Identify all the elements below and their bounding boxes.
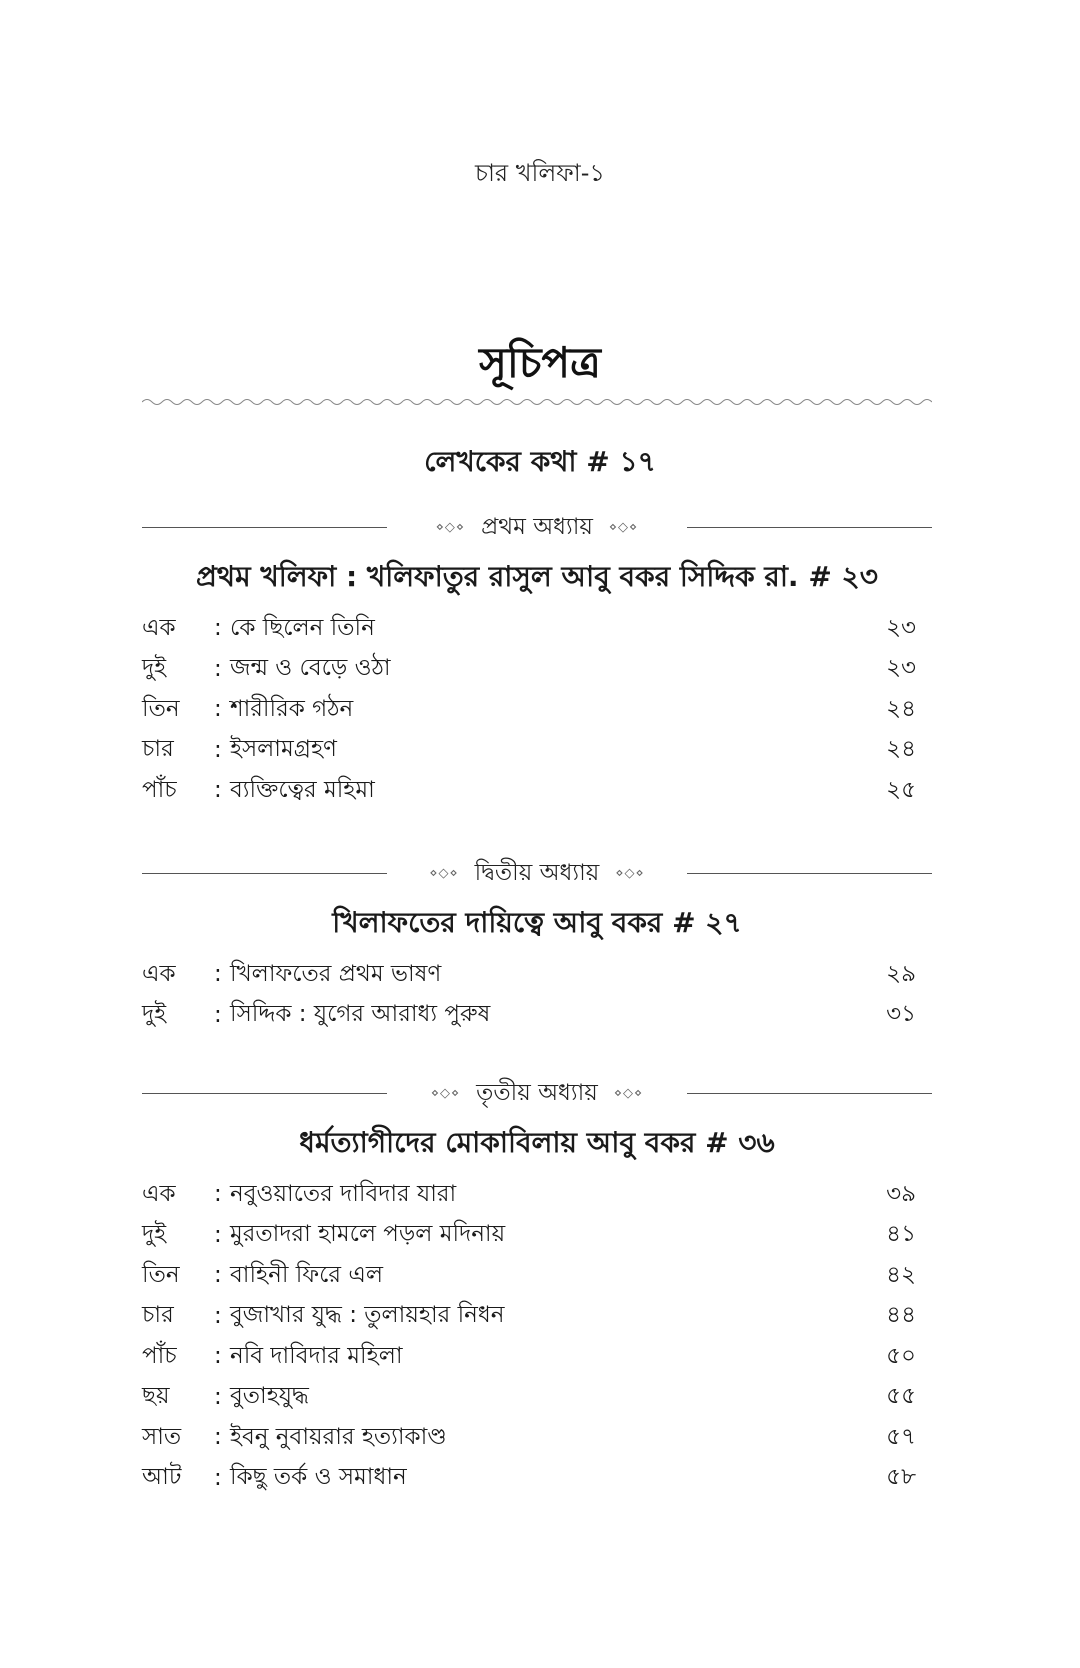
entry-separator: :	[214, 1001, 222, 1028]
entry-number: চার	[142, 1302, 174, 1329]
divider-line	[687, 1093, 932, 1094]
entry-separator: :	[214, 615, 222, 642]
chapter-label: প্রথম অধ্যায়	[481, 513, 593, 540]
entry-number: চার	[142, 736, 174, 763]
toc-entry[interactable]	[142, 1174, 932, 1215]
entry-title: শারীরিক গঠন	[230, 695, 354, 722]
toc-entry[interactable]	[142, 1215, 932, 1256]
entry-separator: :	[214, 961, 222, 988]
entry-number: তিন	[142, 695, 180, 722]
entry-number: পাঁচ	[142, 1342, 177, 1369]
entry-number: ছয়	[142, 1383, 170, 1410]
toc-entry[interactable]	[142, 770, 932, 811]
toc-entry[interactable]	[142, 608, 932, 649]
entry-separator: :	[214, 696, 222, 723]
entry-number: এক	[142, 614, 176, 641]
chapter-heading[interactable]: ধর্মত্যাগীদের মোকাবিলায় আবু বকর # ৩৬	[299, 1126, 775, 1159]
entry-separator: :	[214, 655, 222, 682]
entry-number: পাঁচ	[142, 776, 177, 803]
entry-separator: :	[214, 1262, 222, 1289]
author-note-entry[interactable]: লেখকের কথা # ১৭	[424, 445, 656, 478]
entry-separator: :	[214, 1221, 222, 1248]
entry-page: ৪৪	[886, 1302, 916, 1329]
divider-line	[142, 527, 387, 528]
toc-entry[interactable]	[142, 1377, 932, 1418]
diamond-ornament-icon: ⋄◇⋄	[613, 1085, 644, 1101]
entry-title: মুরতাদরা হামলে পড়ল মদিনায়	[230, 1221, 506, 1248]
diamond-ornament-icon: ⋄◇⋄	[435, 519, 466, 535]
chapter-label: দ্বিতীয় অধ্যায়	[474, 859, 600, 886]
diamond-ornament-icon: ⋄◇⋄	[429, 865, 459, 881]
entry-page: ২৫	[886, 776, 916, 803]
entry-separator: :	[214, 1343, 222, 1370]
toc-entry[interactable]	[142, 1458, 932, 1499]
toc-entry[interactable]	[142, 649, 932, 690]
entry-page: ২৯	[886, 960, 916, 987]
entry-page: ৫৮	[886, 1464, 916, 1491]
entry-title: জন্ম ও বেড়ে ওঠা	[230, 655, 391, 682]
entry-title: কিছু তর্ক ও সমাধান	[230, 1464, 407, 1491]
diamond-ornament-icon: ⋄◇⋄	[608, 519, 639, 535]
entry-page: ২৩	[886, 614, 916, 641]
divider-line	[142, 873, 387, 874]
entry-number: দুই	[142, 1221, 167, 1248]
chapter-heading[interactable]: প্রথম খলিফা : খলিফাতুর রাসুল আবু বকর সিদ্দিক রা. # ২৩	[196, 560, 878, 593]
entry-separator: :	[214, 736, 222, 763]
entry-number: দুই	[142, 655, 167, 682]
entry-separator: :	[214, 1464, 222, 1491]
entry-page: ৫০	[886, 1342, 916, 1369]
divider-line	[142, 1093, 387, 1094]
toc-entry[interactable]	[142, 954, 932, 995]
toc-entry[interactable]	[142, 730, 932, 771]
entry-separator: :	[214, 1302, 222, 1329]
entry-page: ৫৭	[886, 1423, 916, 1450]
entry-title: ইবনু নুবায়রার হত্যাকাণ্ড	[230, 1423, 447, 1450]
running-head: চার খলিফা-১	[475, 159, 605, 187]
entry-title: ইসলামগ্রহণ	[230, 736, 337, 763]
entry-number: এক	[142, 960, 176, 987]
entry-number: দুই	[142, 1001, 167, 1028]
entry-page: ২৪	[886, 736, 916, 763]
chapter-divider	[142, 853, 932, 893]
chapter-2	[142, 853, 932, 1035]
entry-page: ৪১	[886, 1221, 916, 1248]
toc-entry[interactable]	[142, 689, 932, 730]
diamond-ornament-icon: ⋄◇⋄	[615, 865, 645, 881]
entry-separator: :	[214, 1424, 222, 1451]
wavy-rule-divider	[142, 396, 932, 408]
entry-title: বুতাহযুদ্ধ	[230, 1383, 309, 1410]
entry-title: নবি দাবিদার মহিলা	[230, 1342, 403, 1369]
chapter-divider	[142, 507, 932, 547]
entry-page: ২৩	[886, 655, 916, 682]
entry-title: খিলাফতের প্রথম ভাষণ	[230, 960, 442, 987]
entry-number: আট	[142, 1464, 182, 1491]
entry-title: কে ছিলেন তিনি	[230, 614, 375, 641]
entry-number: সাত	[142, 1423, 182, 1450]
entry-number: তিন	[142, 1261, 180, 1288]
entry-separator: :	[214, 777, 222, 804]
entry-title: সিদ্দিক : যুগের আরাধ্য পুরুষ	[230, 1001, 491, 1028]
toc-entry[interactable]	[142, 1336, 932, 1377]
entry-page: ২৪	[886, 695, 916, 722]
page-title: সূচিপত্র	[479, 338, 601, 387]
toc-entry[interactable]	[142, 1255, 932, 1296]
entry-page: ৫৫	[886, 1383, 916, 1410]
toc-entry[interactable]	[142, 1417, 932, 1458]
entry-title: বাহিনী ফিরে এল	[230, 1261, 383, 1288]
chapter-label: তৃতীয় অধ্যায়	[476, 1079, 598, 1106]
entry-separator: :	[214, 1181, 222, 1208]
entry-number: এক	[142, 1180, 176, 1207]
divider-line	[687, 873, 932, 874]
entry-title: ব্যক্তিত্বের মহিমা	[230, 776, 375, 803]
chapter-3	[142, 1073, 932, 1498]
entry-page: ৪২	[886, 1261, 916, 1288]
entry-page: ৩১	[886, 1001, 916, 1028]
chapter-divider	[142, 1073, 932, 1113]
entry-page: ৩৯	[886, 1180, 916, 1207]
chapter-heading[interactable]: খিলাফতের দায়িত্বে আবু বকর # ২৭	[332, 906, 742, 939]
chapter-1	[142, 507, 932, 811]
divider-line	[687, 527, 932, 528]
toc-entry[interactable]	[142, 995, 932, 1036]
entry-separator: :	[214, 1383, 222, 1410]
entry-title: নবুওয়াতের দাবিদার যারা	[230, 1180, 457, 1207]
toc-entry[interactable]	[142, 1296, 932, 1337]
diamond-ornament-icon: ⋄◇⋄	[430, 1085, 461, 1101]
entry-title: বুজাখার যুদ্ধ : তুলায়হার নিধন	[230, 1302, 505, 1329]
